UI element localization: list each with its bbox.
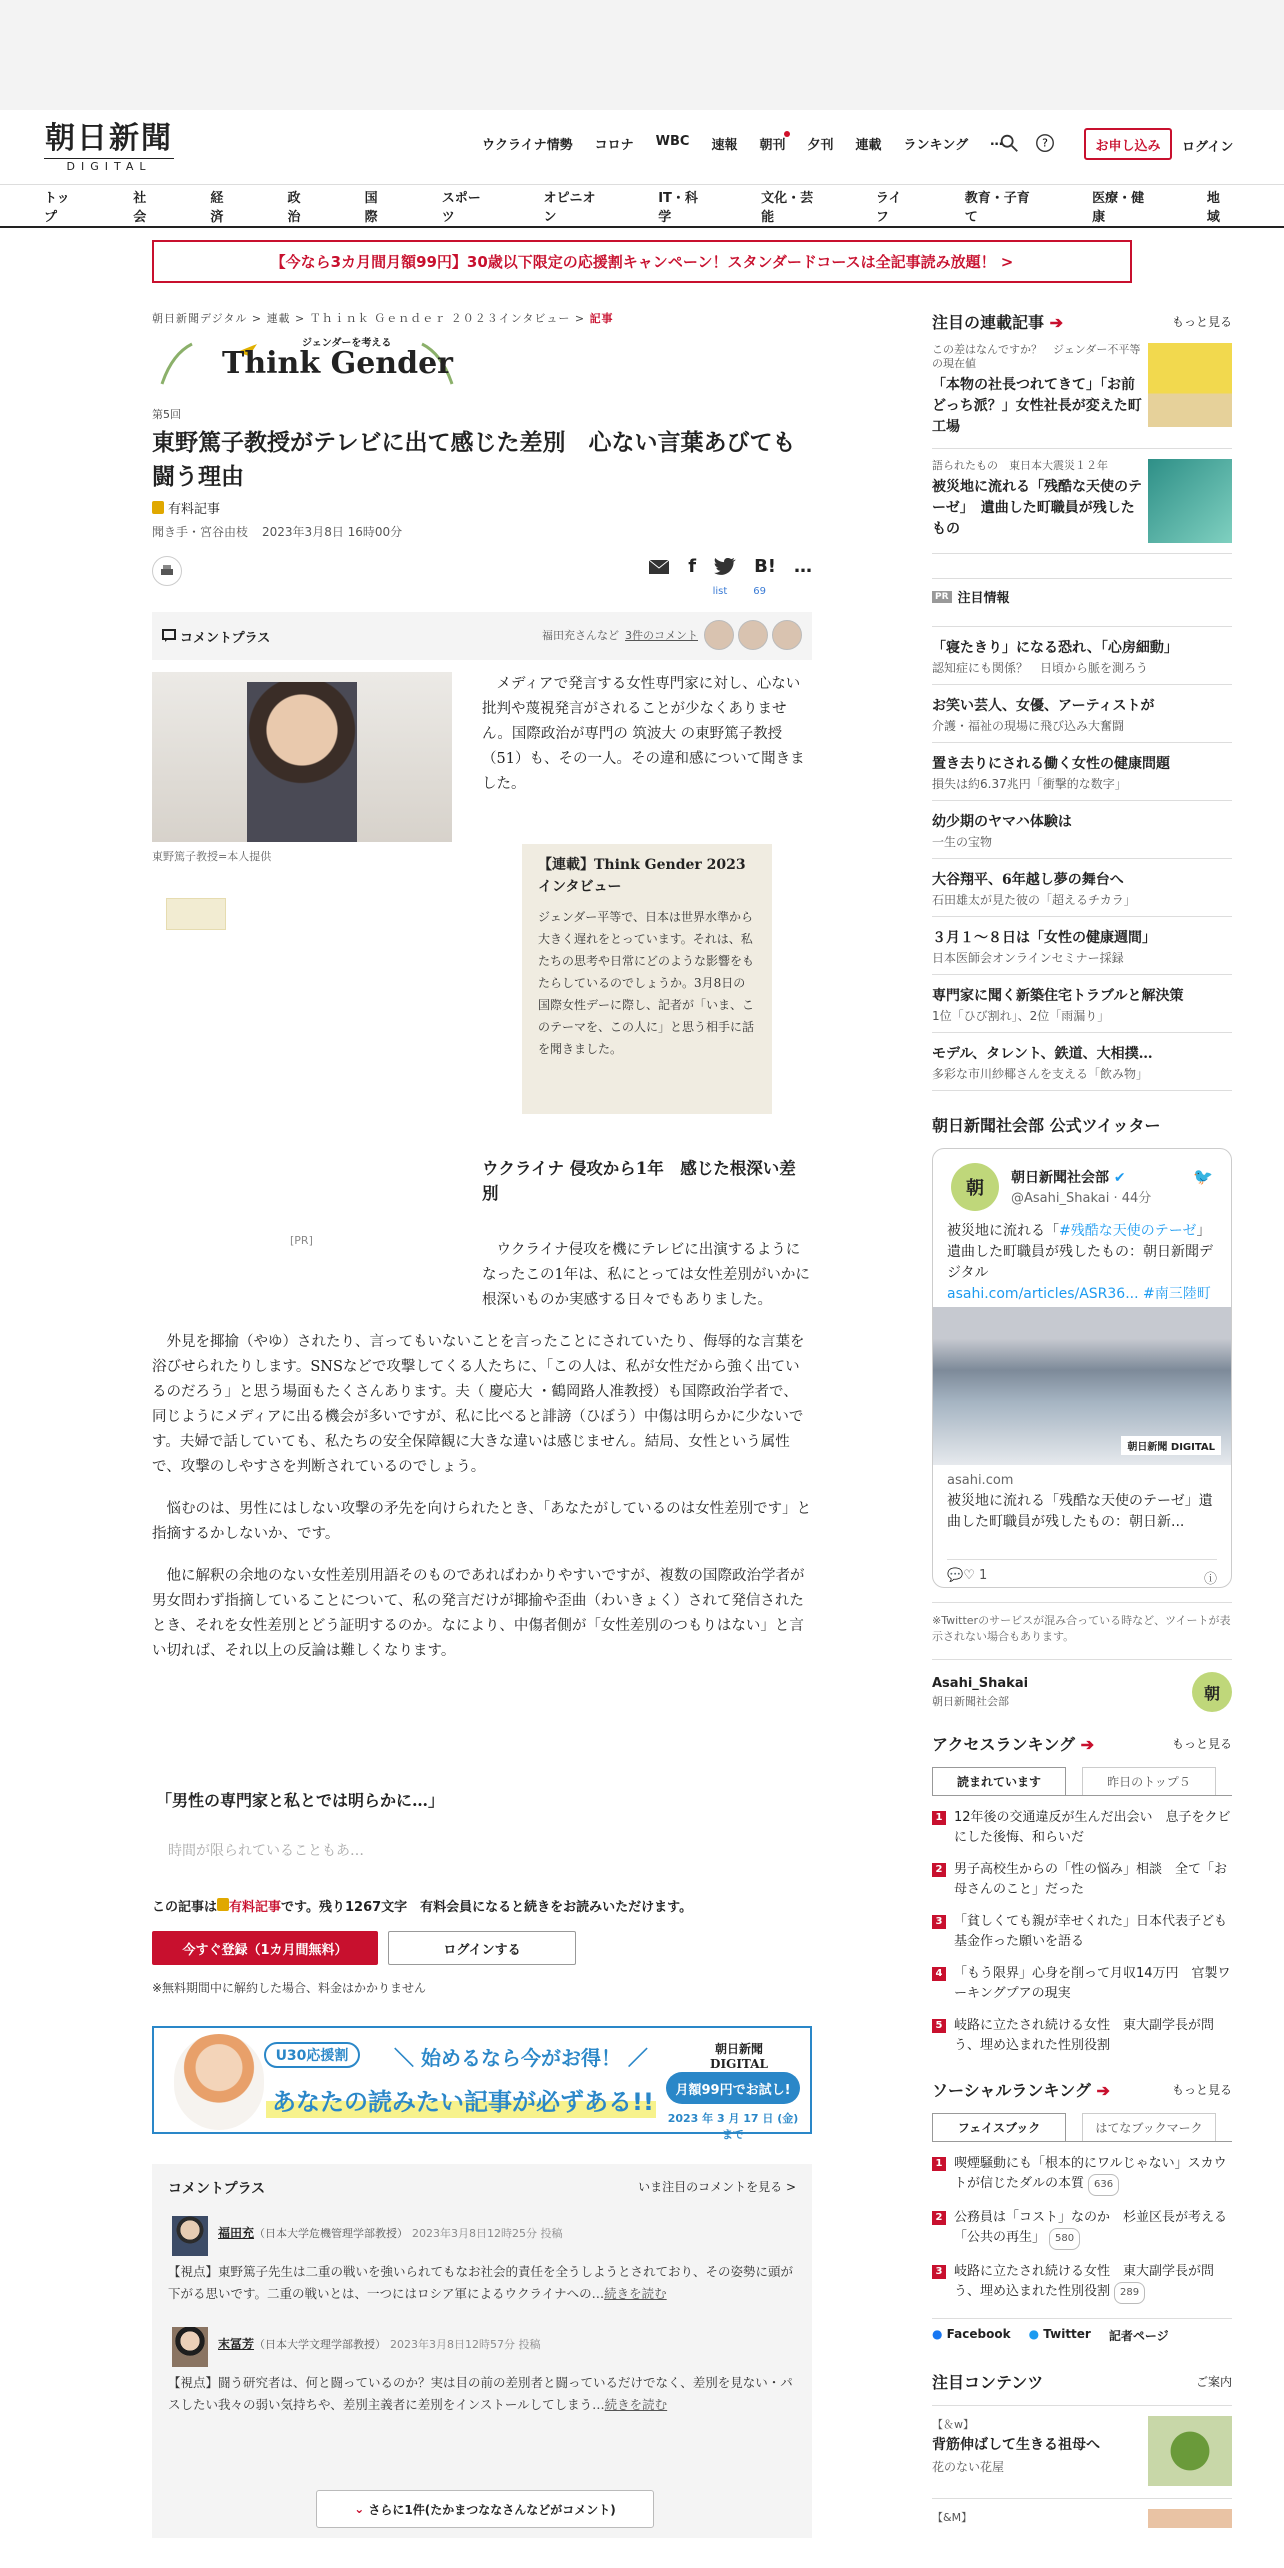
facebook-label: Facebook bbox=[946, 2327, 1011, 2341]
series-section-title bbox=[932, 310, 1232, 333]
link-domain: asahi.com bbox=[947, 1473, 1014, 1488]
subheading: 「男性の専門家と私とでは明らかに…」 bbox=[156, 1791, 445, 1810]
article-main bbox=[152, 310, 812, 2517]
login-button[interactable]: ログインする bbox=[388, 1931, 576, 1965]
facebook-icon[interactable]: f bbox=[688, 556, 697, 577]
more-link[interactable]: もっと見る bbox=[1171, 1737, 1232, 1751]
series-meta: この差はなんですか？ ジェンダー不平等の現在値 bbox=[932, 343, 1141, 370]
think-gender-banner[interactable] bbox=[152, 334, 472, 392]
reporter-page-link[interactable]: 記者ページ bbox=[1108, 2329, 1169, 2343]
commenter-avatars bbox=[704, 620, 802, 650]
site-logo[interactable] bbox=[44, 122, 174, 173]
series-box-title[interactable]: 【連載】Think Gender 2023インタビュー bbox=[538, 857, 746, 895]
featured-tag: 【&M】 bbox=[932, 2511, 973, 2524]
comment-time: 2023年3月8日12時57分 投稿 bbox=[390, 2338, 541, 2351]
comment-plus-section bbox=[152, 2164, 812, 2538]
pr-item[interactable] bbox=[932, 801, 1232, 859]
comment-item bbox=[168, 2216, 796, 2305]
commenter-avatar[interactable] bbox=[172, 2216, 208, 2256]
featured-sub: 花のない花屋 bbox=[932, 2460, 1005, 2474]
pr-item[interactable] bbox=[932, 1033, 1232, 1091]
account-card[interactable] bbox=[932, 1659, 1232, 1712]
sidebar bbox=[932, 310, 1232, 2528]
featured-headline: 背筋伸ばして生きる祖母へ bbox=[932, 2437, 1100, 2453]
ranking-item[interactable] bbox=[932, 2148, 1232, 2202]
ranking-item[interactable] bbox=[932, 2202, 1232, 2256]
pr-item[interactable] bbox=[932, 917, 1232, 975]
pr-label: [PR] bbox=[290, 1234, 313, 1247]
see-trending-comments[interactable]: いま注目のコメントを見る > bbox=[638, 2180, 796, 2194]
pr-sub: 石田雄太が見た彼の「超えるチカラ」 bbox=[932, 893, 1136, 907]
rank-number: 5 bbox=[932, 2019, 946, 2033]
nav-ranking[interactable]: ランキング bbox=[903, 138, 969, 153]
paragraph: 他に解釈の余地のない女性差別用語そのものであればわかりやすいですが、複数の国際政治学者が男女問わず指摘していることについて、私の発言だけが揶揄や歪曲（わいきょく）されて発信されたとき、それを女性差別とどう証明するのか。なにより、中傷者側が「女性差別のつもりはない」と言い切れば、それ以上の反論は難しくなります。 bbox=[152, 1568, 805, 1659]
ranking-item[interactable] bbox=[932, 1802, 1232, 1854]
comment-body: 【視点】闘う研究者は、何と闘っているのか？実は目の前の差別者と闘っているだけでなく、差別を見ない・パスしたい我々の弱い気持ちや、差別主義者に差別をインストールしてしまう… bbox=[168, 2375, 793, 2412]
u30-ad-banner[interactable] bbox=[152, 2026, 812, 2141]
logo-text: 朝日新聞 bbox=[45, 121, 173, 156]
pr-item[interactable] bbox=[932, 685, 1232, 743]
series-thumbnail[interactable] bbox=[1148, 343, 1232, 427]
paywall-pre: この記事は bbox=[152, 1900, 218, 1915]
cat-education[interactable]: 教育・子育て bbox=[964, 190, 1030, 225]
ad-tagline: あなたの読みたい記事が必ずある!! bbox=[266, 2080, 656, 2118]
avatar bbox=[704, 620, 734, 650]
twitter-note: ※Twitterのサービスが混み合っている時など、ツイートが表示されない場合もあります。 bbox=[932, 1602, 1232, 1645]
account-name[interactable]: Asahi_Shakai bbox=[932, 1675, 1029, 1691]
series-meta: 語られたもの 東日本大震災１２年 bbox=[932, 459, 1108, 472]
pr-sub: 介護・福祉の現場に飛び込み大奮闘 bbox=[932, 719, 1125, 733]
subscribe-button[interactable]: お申し込み bbox=[1084, 128, 1172, 160]
tweet-avatar[interactable]: 朝 bbox=[951, 1163, 999, 1211]
social-links bbox=[932, 2318, 1232, 2344]
commenter-affiliation: （日本大学危機管理学部教授） bbox=[254, 2227, 409, 2240]
pr-sub: 認知症にも関係？ 日頃から脈を測ろう bbox=[932, 661, 1149, 675]
featured-image[interactable] bbox=[1148, 2416, 1232, 2486]
cancel-note: ※無料期間中に解約した場合、料金はかかりません bbox=[152, 1981, 427, 1995]
series-box-body: ジェンダー平等で、日本は世界水準から大きく遅れをとっています。それは、私たちの思考や日常にどのような影響をもたらしているのでしょうか。3月8日の国際女性デーに際し、記者が「いま、このテーマを、この人に」と思う相手に話を聞きました。 bbox=[538, 910, 755, 1056]
crumb-thinkgender[interactable]: Ｔｈｉｎｋ Ｇｅｎｄｅｒ ２０２３インタビュー bbox=[309, 312, 571, 325]
ad-cta[interactable]: 月額99円でお試し! bbox=[666, 2072, 800, 2104]
paywall-post: です。残り1267文字 有料会員になると続きをお読みいただけます。 bbox=[281, 1900, 693, 1915]
rank-number: 3 bbox=[932, 1915, 946, 1929]
embedded-tweet[interactable] bbox=[932, 1148, 1232, 1588]
more-link[interactable]: もっと見る bbox=[1171, 2083, 1232, 2097]
pr-headline: ３月１～８日は「女性の健康週間」 bbox=[932, 930, 1156, 946]
ad-badge: U30応援割 bbox=[264, 2042, 360, 2068]
ad-logo: 朝日新聞 DIGITAL bbox=[710, 2042, 768, 2071]
series-number: 第5回 bbox=[152, 408, 181, 421]
ranking-item[interactable] bbox=[932, 1958, 1232, 2010]
pr-sub: 多彩な市川紗椰さんを支える「飲み物」 bbox=[932, 1067, 1149, 1081]
lead-paragraph: メディアで発言する女性専門家に対し、心ない批判や蔑視発言がされることが少なくありません。国際政治が専門の 筑波大 の東野篤子教授（51）も、その一人。その違和感について聞きました。 bbox=[482, 676, 805, 792]
ranking-title: 岐路に立たされ続ける女性 東大副学長が問う、埋め込まれた性別役割 bbox=[954, 2264, 1215, 2299]
paywall-message bbox=[152, 1896, 812, 1915]
pr-headline: 置き去りにされる働く女性の健康問題 bbox=[932, 756, 1170, 772]
pr-item[interactable] bbox=[932, 627, 1232, 685]
nav-corona[interactable]: コロナ bbox=[594, 138, 634, 153]
header-icons bbox=[998, 132, 1056, 154]
top-nav bbox=[482, 134, 1025, 153]
more-comments-button[interactable] bbox=[316, 2490, 654, 2528]
account-sub: 朝日新聞社会部 bbox=[932, 1694, 1009, 1708]
lock-icon bbox=[152, 501, 164, 514]
article-body bbox=[152, 1228, 812, 1681]
arrow-right-icon: ➔ bbox=[1096, 2081, 1110, 2100]
read-more-link[interactable]: 続きを読む bbox=[604, 2286, 667, 2301]
ad-headline: ＼ 始めるなら今がお得！ ／ bbox=[394, 2046, 648, 2070]
tab-facebook[interactable]: フェイスブック bbox=[932, 2113, 1066, 2141]
pr-sub: 損失は約6.37兆円「衝撃的な数字」 bbox=[932, 777, 1127, 791]
pr-headline: 大谷翔平、6年越し夢の舞台へ bbox=[932, 872, 1124, 888]
paywall-buttons bbox=[152, 1931, 812, 1965]
nav-ukraine[interactable]: ウクライナ情勢 bbox=[482, 138, 573, 153]
search-icon[interactable] bbox=[998, 132, 1020, 154]
featured-content-title bbox=[932, 2370, 1232, 2393]
series-info-box[interactable] bbox=[522, 844, 772, 1114]
arrow-right-icon: ➔ bbox=[1049, 313, 1063, 332]
paid-text: 有料記事 bbox=[168, 502, 221, 517]
commenter-name[interactable]: 福田充 bbox=[218, 2226, 255, 2240]
series-title[interactable]: 注目の連載記事 bbox=[932, 313, 1045, 332]
cat-politics[interactable]: 政治 bbox=[287, 190, 301, 225]
cat-culture[interactable]: 文化・芸能 bbox=[761, 190, 814, 225]
ranking-title: 岐路に立たされ続ける女性 東大副学長が問う、埋め込まれた性別役割 bbox=[954, 2018, 1215, 2053]
share-bar bbox=[152, 548, 812, 598]
crumb-series[interactable]: 連載 bbox=[266, 312, 291, 325]
cat-life[interactable]: ライフ bbox=[875, 190, 902, 225]
featured-tag: 【＆w】 bbox=[932, 2418, 974, 2431]
comment-icon bbox=[162, 629, 176, 643]
facebook-link[interactable] bbox=[932, 2327, 1011, 2344]
avatar bbox=[772, 620, 802, 650]
tweet-image[interactable] bbox=[933, 1307, 1232, 1465]
logo-sub: DIGITAL bbox=[44, 158, 174, 173]
ad-space-top bbox=[0, 0, 1284, 110]
mail-icon[interactable] bbox=[648, 559, 670, 575]
comment-count-link[interactable]: 3件のコメント bbox=[625, 629, 698, 642]
tweet-text-part: 被災地に流れる「 bbox=[947, 1223, 1059, 1239]
pr-item[interactable] bbox=[932, 743, 1232, 801]
ranking-title: 男子高校生からの「性の悩み」相談 全て「お母さんのこと」だった bbox=[954, 1862, 1228, 1897]
commenter-affiliation: （日本大学文理学部教授） bbox=[254, 2338, 387, 2351]
article-title: 東野篤子教授がテレビに出て感じた差別 心ない言葉あびても闘う理由 bbox=[152, 429, 796, 490]
guide-link[interactable]: ご案内 bbox=[1195, 2375, 1232, 2389]
pr-headline: 「寝たきり」になる恐れ、「心房細動」 bbox=[932, 640, 1178, 656]
site-header bbox=[0, 110, 1284, 184]
svg-text:?: ? bbox=[1042, 136, 1048, 150]
like-button[interactable]: ♡ 1 bbox=[963, 1568, 988, 1583]
comment-text bbox=[168, 2372, 796, 2416]
crumb-article: 記事 bbox=[589, 312, 614, 325]
category-nav bbox=[0, 184, 1284, 228]
ranking-title: 「貧しくても親が幸せくれた」日本代表子ども基金作った願いを語る bbox=[954, 1914, 1228, 1949]
twitter-link[interactable] bbox=[1029, 2327, 1091, 2344]
twitter-label: Twitter bbox=[1043, 2327, 1091, 2341]
hatena-icon[interactable]: B! bbox=[754, 556, 776, 577]
more-link[interactable]: もっと見る bbox=[1171, 315, 1232, 329]
featured-image[interactable] bbox=[1148, 2509, 1232, 2528]
twitter-section-title: 朝日新聞社会部 公式ツイッター bbox=[932, 1116, 1161, 1135]
facebook-icon: ● bbox=[932, 2327, 943, 2341]
pr-sub: 日本医師会オンラインセミナー採録 bbox=[932, 951, 1124, 965]
featured-item[interactable] bbox=[932, 2405, 1232, 2486]
rank-number: 2 bbox=[932, 2211, 946, 2225]
cat-it-science[interactable]: IT・科学 bbox=[658, 190, 698, 225]
ranking-title: 「もう限界」心身を削って月収14万円 官製ワーキングプアの現実 bbox=[954, 1966, 1231, 2001]
featured-item[interactable] bbox=[932, 2498, 1232, 2528]
lock-icon bbox=[217, 1898, 229, 1911]
comment-time: 2023年3月8日12時25分 投稿 bbox=[412, 2227, 563, 2240]
rank-number: 1 bbox=[932, 1811, 946, 1825]
pr-headline: 専門家に聞く新築住宅トラブルと解決策 bbox=[932, 988, 1184, 1004]
paragraph: 悩むのは、男性にはしない攻撃の矛先を向けられたとき、「あなたがしているのは女性差別です」と指摘するかしないか、です。 bbox=[152, 1501, 812, 1542]
share-count: 289 bbox=[1114, 2282, 1145, 2304]
cat-health[interactable]: 医療・健康 bbox=[1092, 190, 1145, 225]
pr-headline: モデル、タレント、鉄道、大相撲… bbox=[932, 1046, 1153, 1062]
byline bbox=[152, 523, 812, 540]
access-ranking-title bbox=[932, 1732, 1232, 1755]
cat-economy[interactable]: 経済 bbox=[210, 190, 224, 225]
link-card-title[interactable]: 被災地に流れる「残酷な天使のテーゼ」遺曲した町職員が残したもの：朝日新... bbox=[947, 1493, 1213, 1530]
ranking-item[interactable] bbox=[932, 2010, 1232, 2062]
series-item[interactable] bbox=[932, 449, 1232, 554]
more-comments-label: さらに1件(たかまつななさんなどがコメント) bbox=[368, 2502, 616, 2517]
paragraph: ウクライナ侵攻を機にテレビに出演するようになったこの1年は、私にとっては女性差別がいかに根深いものか実感する日々でもありました。 bbox=[482, 1242, 810, 1308]
article-photo[interactable] bbox=[152, 672, 452, 842]
pr-section-title bbox=[932, 578, 1232, 606]
help-icon[interactable] bbox=[1034, 132, 1056, 154]
nav-series[interactable]: 連載 bbox=[855, 138, 882, 153]
cat-sports[interactable]: スポーツ bbox=[441, 190, 481, 225]
tweet-actions bbox=[947, 1559, 1217, 1587]
ranking-item[interactable] bbox=[932, 1854, 1232, 1906]
rank-number: 2 bbox=[932, 1863, 946, 1877]
ranking-title: 喫煙騒動にも「根本的にワルじゃない」スカウトが信じたダルの本質 bbox=[954, 2156, 1227, 2191]
avatar bbox=[738, 620, 768, 650]
nav-breaking[interactable]: 速報 bbox=[711, 138, 738, 153]
twitter-bird-icon[interactable]: 🐦 bbox=[1193, 1167, 1213, 1186]
portrait-image bbox=[247, 682, 357, 842]
pr-item[interactable] bbox=[932, 859, 1232, 917]
like-count: 1 bbox=[978, 1568, 988, 1583]
arrow-right-icon: ➔ bbox=[1080, 1735, 1095, 1754]
verified-icon: ✔ bbox=[1113, 1170, 1126, 1186]
nav-evening[interactable]: 夕刊 bbox=[807, 138, 834, 153]
tweet-author-name: 朝日新聞社会部 bbox=[1011, 1170, 1109, 1186]
crumb-home[interactable]: 朝日新聞デジタル bbox=[152, 312, 248, 325]
tab-most-read[interactable]: 読まれています bbox=[932, 1767, 1066, 1795]
pr-headline: お笑い芸人、女優、アーティストが bbox=[932, 698, 1155, 714]
social-title[interactable]: ソーシャルランキング bbox=[932, 2081, 1091, 2100]
print-icon[interactable] bbox=[152, 556, 182, 586]
ranking-title: 12年後の交通違反が生んだ出会い 息子をクビにした後悔、和らいだ bbox=[954, 1810, 1231, 1845]
paid-label bbox=[152, 498, 812, 517]
share-count: 580 bbox=[1049, 2228, 1080, 2250]
nav-morning[interactable]: 朝刊 bbox=[759, 134, 785, 153]
hashtag-link[interactable]: #残酷な天使のテーゼ bbox=[1059, 1223, 1197, 1239]
rank-number: 1 bbox=[932, 2157, 946, 2171]
chevron-down-icon: ⌄ bbox=[354, 2502, 365, 2516]
ad-person-image bbox=[174, 2034, 264, 2130]
tab-yesterday-top5[interactable]: 昨日のトップ５ bbox=[1082, 1767, 1216, 1795]
series-thumbnail[interactable] bbox=[1148, 459, 1232, 543]
series-item[interactable] bbox=[932, 333, 1232, 449]
ranking-title: 公務員は「コスト」なのか 杉並区長が考える「公共の再生」 bbox=[954, 2210, 1228, 2245]
commenter-info bbox=[218, 2327, 796, 2352]
twitter-icon: ● bbox=[1028, 2327, 1040, 2341]
access-title[interactable]: アクセスランキング bbox=[932, 1735, 1076, 1754]
paywall bbox=[152, 1896, 812, 1996]
comment-plus-label: コメントプラス bbox=[180, 630, 271, 646]
series-title[interactable]: 「本物の社長つれてきて」「お前どっち派？」女性社長が変えた町工場 bbox=[932, 377, 1142, 435]
pr-list bbox=[932, 626, 1232, 1091]
rank-number: 4 bbox=[932, 1967, 946, 1981]
nav-wbc[interactable]: WBC bbox=[655, 134, 690, 149]
publish-date: 2023年3月8日 16時00分 bbox=[262, 525, 403, 539]
social-list bbox=[932, 2148, 1232, 2310]
access-list bbox=[932, 1802, 1232, 2062]
cat-international[interactable]: 国際 bbox=[364, 190, 378, 225]
pr-sub: 一生の宝物 bbox=[932, 835, 993, 849]
comment-summary bbox=[542, 620, 802, 650]
tweet-handle: @Asahi_Shakai · 44分 bbox=[1011, 1191, 1152, 1206]
register-button[interactable]: 今すぐ登録（1カ月間無料） bbox=[152, 1931, 378, 1965]
ranking-item[interactable] bbox=[932, 2256, 1232, 2310]
commenter-avatar[interactable] bbox=[172, 2327, 208, 2367]
info-icon[interactable]: ⓘ bbox=[1203, 1572, 1217, 1587]
pr-sub: 1位「ひび割れ」、2位「雨漏り」 bbox=[932, 1009, 1110, 1023]
twitter-icon[interactable] bbox=[714, 558, 736, 576]
breadcrumb: 朝日新聞デジタル > 連載 > Ｔｈｉｎｋ Ｇｅｎｄｅｒ ２０２３インタビュー > 記事 bbox=[152, 312, 614, 325]
series-title[interactable]: 被災地に流れる「残酷な天使のテーゼ」 遺曲した町職員が残したもの bbox=[932, 479, 1142, 537]
banner-title: Think Gender bbox=[222, 346, 453, 381]
pr-title: 注目情報 bbox=[957, 591, 1010, 606]
social-ranking-title bbox=[932, 2078, 1232, 2101]
author: 聞き手・宮谷由枝 bbox=[152, 525, 249, 539]
share-count: 636 bbox=[1088, 2174, 1119, 2196]
cat-opinion[interactable]: オピニオン bbox=[543, 190, 596, 225]
featured-title: 注目コンテンツ bbox=[932, 2373, 1044, 2392]
comment-plus-bar[interactable] bbox=[152, 612, 812, 660]
campaign-banner[interactable]: 【今なら3カ月間月額99円】30歳以下限定の応援割キャンペーン！スタンダードコースは全記事読み放題！ > bbox=[152, 240, 1132, 283]
photo-caption: 東野篤子教授=本人提供 bbox=[152, 850, 272, 863]
series-thumbnail[interactable] bbox=[166, 898, 226, 930]
ad-deadline: 2023 年 3 月 17 日 (金) まで bbox=[667, 2112, 799, 2141]
rank-number: 3 bbox=[932, 2265, 946, 2279]
comment-text bbox=[168, 2261, 796, 2305]
twitter-count[interactable]: list bbox=[712, 586, 728, 597]
pr-item[interactable] bbox=[932, 975, 1232, 1033]
comment-meta: 福田充さんなど bbox=[542, 629, 619, 642]
share-counts bbox=[713, 586, 766, 597]
tab-hatena[interactable]: はてなブックマーク bbox=[1082, 2113, 1216, 2141]
paragraph: 外見を揶揄（やゆ）されたり、言ってもいないことを言ったことにされていたり、侮辱的な言葉を浴びせられたりします。SNSなどで攻撃してくる人たちに、「この人は、私が女性だから強く出ているのだろう」と思う場面もたくさんあります。夫（ 慶応大 ・鶴岡路人准教授）も国際政治学者で、同じようにメディアに出る機会が多いですが、私に比べると誹謗（ひぼう）中傷は明らかに少ないです。夫婦で話していても、私たちの安全保障観に大きな違いは感じません。結局、女性という属性で、攻撃のしやすさを判断されているのでしょう。 bbox=[152, 1334, 805, 1475]
login-link[interactable]: ログイン bbox=[1182, 140, 1234, 155]
account-avatar[interactable]: 朝 bbox=[1192, 1672, 1232, 1712]
banner-subtitle: ジェンダーを考える bbox=[302, 338, 392, 349]
cat-top[interactable]: トップ bbox=[44, 190, 70, 225]
hatena-count[interactable]: 69 bbox=[753, 586, 766, 597]
comment-body: 【視点】東野篤子先生は二重の戦いを強いられてもなお社会的責任を全うしようとされており、その姿勢に頭が下がる思いです。二重の戦いとは、一つにはロシア軍によるウクライナへの… bbox=[168, 2264, 794, 2301]
comments-title: コメントプラス bbox=[168, 2181, 266, 2197]
comment-item bbox=[168, 2327, 796, 2416]
comments-header bbox=[168, 2178, 796, 2198]
paywall-paid: 有料記事 bbox=[229, 1900, 282, 1915]
tweet-text-part: 」 遺曲した町職員が残したもの：朝日新聞デジタル bbox=[947, 1223, 1218, 1281]
social-tabs bbox=[932, 2113, 1232, 2142]
image-logo: 朝日新聞 DIGITAL bbox=[1121, 1436, 1221, 1455]
tweet-text bbox=[947, 1221, 1217, 1305]
faded-preview: 時間が限られていることもあ… bbox=[168, 1843, 364, 1859]
cat-society[interactable]: 社会 bbox=[133, 190, 147, 225]
commenter-name[interactable]: 末冨芳 bbox=[218, 2337, 255, 2351]
nav-more[interactable]: … bbox=[990, 134, 1004, 149]
section-heading: ウクライナ 侵攻から1年 感じた根深い差別 bbox=[482, 1159, 796, 1203]
commenter-info bbox=[218, 2216, 796, 2241]
pr-badge: PR bbox=[932, 591, 952, 603]
tweet-author[interactable] bbox=[1011, 1167, 1126, 1187]
cat-local[interactable]: 地域 bbox=[1206, 190, 1220, 225]
more-share-icon[interactable]: … bbox=[794, 556, 812, 577]
tweet-link[interactable]: asahi.com/articles/ASR36... #南三陸町 bbox=[947, 1286, 1211, 1302]
ranking-item[interactable] bbox=[932, 1906, 1232, 1958]
read-more-link[interactable]: 続きを読む bbox=[604, 2397, 668, 2412]
reply-icon[interactable]: 💬 bbox=[947, 1568, 964, 1583]
access-tabs bbox=[932, 1767, 1232, 1796]
share-buttons bbox=[648, 556, 812, 577]
pr-headline: 幼少期のヤマハ体験は bbox=[932, 814, 1072, 830]
